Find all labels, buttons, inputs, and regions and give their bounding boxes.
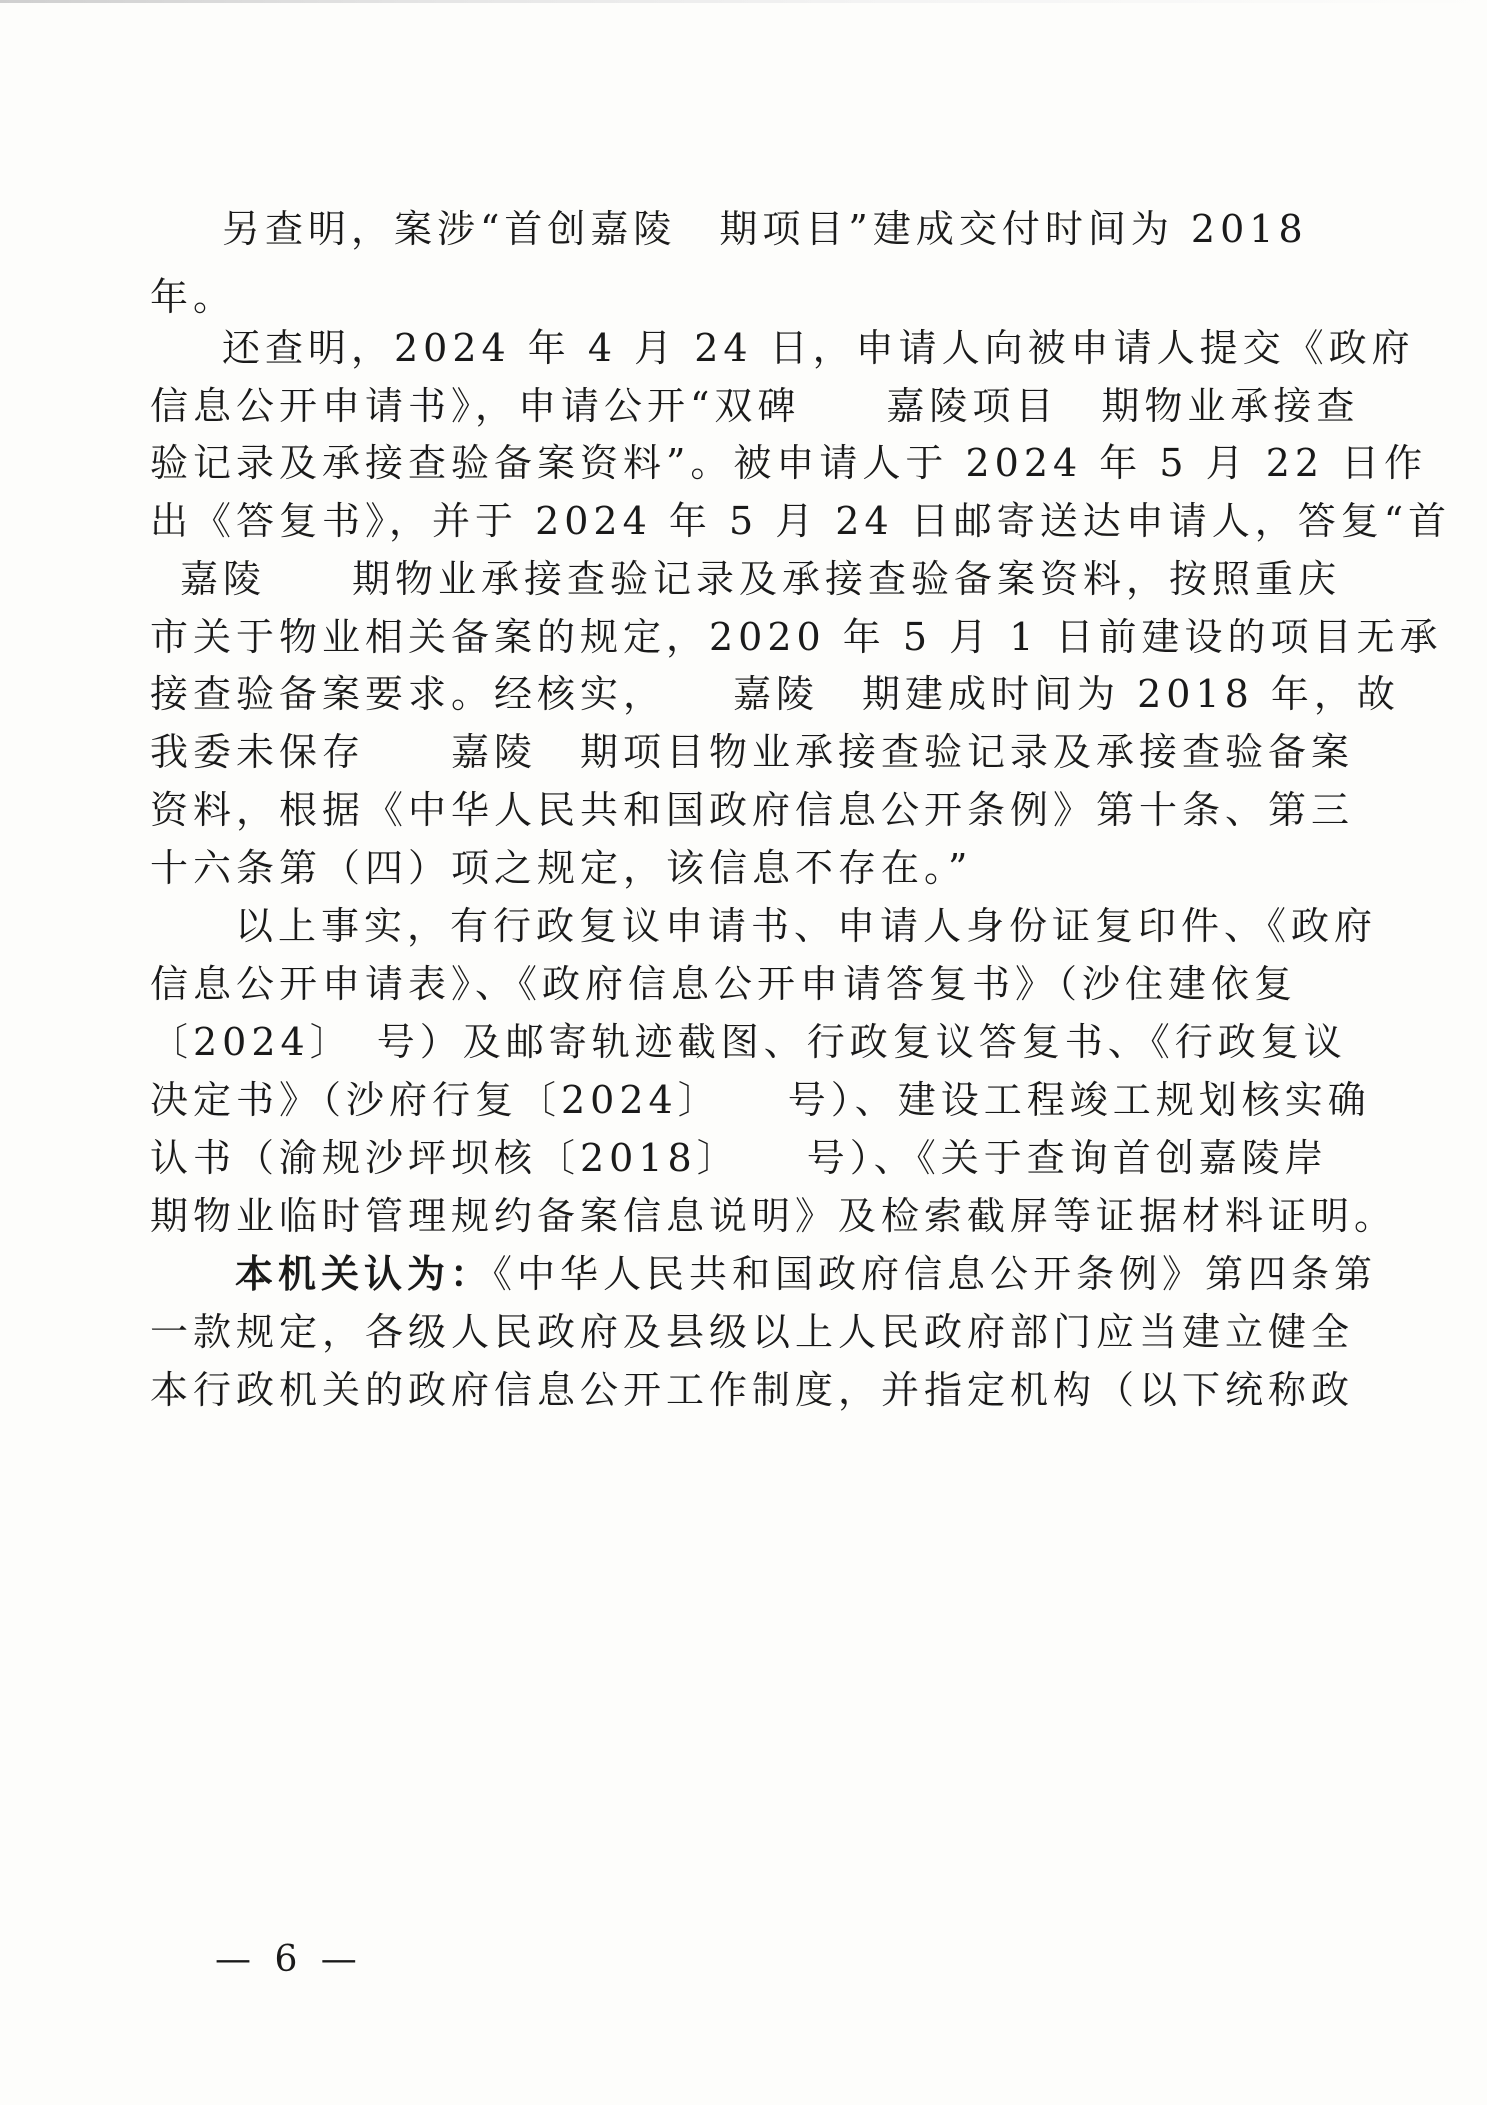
text-line-2: 年。 bbox=[150, 275, 237, 319]
text-line-15: 〔2024〕 号）及邮寄轨迹截图、行政复议答复书、《行政复议 bbox=[150, 1020, 1347, 1064]
text-line-1: 另查明，案涉“首创嘉陵 期项目”建成交付时间为 2018 bbox=[222, 207, 1308, 251]
text-line-20: 一款规定，各级人民政府及县级以上人民政府部门应当建立健全 bbox=[150, 1310, 1355, 1354]
text-line-6: 出《答复书》，并于 2024 年 5 月 24 日邮寄送达申请人，答复“首 bbox=[150, 499, 1452, 543]
text-line-11: 资料，根据《中华人民共和国政府信息公开条例》第十条、第三 bbox=[150, 788, 1355, 832]
text-line-3: 还查明，2024 年 4 月 24 日，申请人向被申请人提交《政府 bbox=[222, 326, 1415, 370]
page-number: — 6 — bbox=[215, 1939, 363, 1980]
text-line-9: 接查验备案要求。经核实， 嘉陵 期建成时间为 2018 年，故 bbox=[150, 672, 1400, 716]
text-line-17: 认书（渝规沙坪坝核〔2018〕 号）、《关于查询首创嘉陵岸 bbox=[150, 1136, 1328, 1180]
text-line-14: 信息公开申请表》、《政府信息公开申请答复书》（沙住建依复 bbox=[150, 962, 1298, 1006]
text-line-10: 我委未保存 嘉陵 期项目物业承接查验记录及承接查验备案 bbox=[150, 730, 1355, 774]
text-line-12: 十六条第（四）项之规定，该信息不存在。” bbox=[150, 846, 973, 890]
text-line-8: 市关于物业相关备案的规定，2020 年 5 月 1 日前建设的项目无承 bbox=[150, 615, 1443, 659]
text-line-18: 期物业临时管理规约备案信息说明》及检索截屏等证据材料证明。 bbox=[150, 1194, 1398, 1238]
text-line-7: 嘉陵 期物业承接查验记录及承接查验备案资料，按照重庆 bbox=[180, 557, 1342, 601]
text-line-16: 决定书》（沙府行复〔2024〕 号）、建设工程竣工规划核实确 bbox=[150, 1078, 1371, 1122]
text-line-13: 以上事实，有行政复议申请书、申请人身份证复印件、《政府 bbox=[235, 904, 1378, 948]
scan-edge bbox=[0, 0, 1487, 3]
text-line-19 bbox=[235, 1248, 1378, 1300]
text-line-21: 本行政机关的政府信息公开工作制度，并指定机构（以下统称政 bbox=[150, 1368, 1355, 1412]
text-line-5: 验记录及承接查验备案资料”。被申请人于 2024 年 5 月 22 日作 bbox=[150, 441, 1428, 485]
lead-bold-text: 本机关认为： bbox=[235, 1252, 494, 1296]
text-line-19-rest: 《中华人民共和国政府信息公开条例》第四条第 bbox=[493, 1252, 1378, 1296]
text-line-4: 信息公开申请书》，申请公开“双碑 嘉陵项目 期物业承接查 bbox=[150, 384, 1360, 428]
